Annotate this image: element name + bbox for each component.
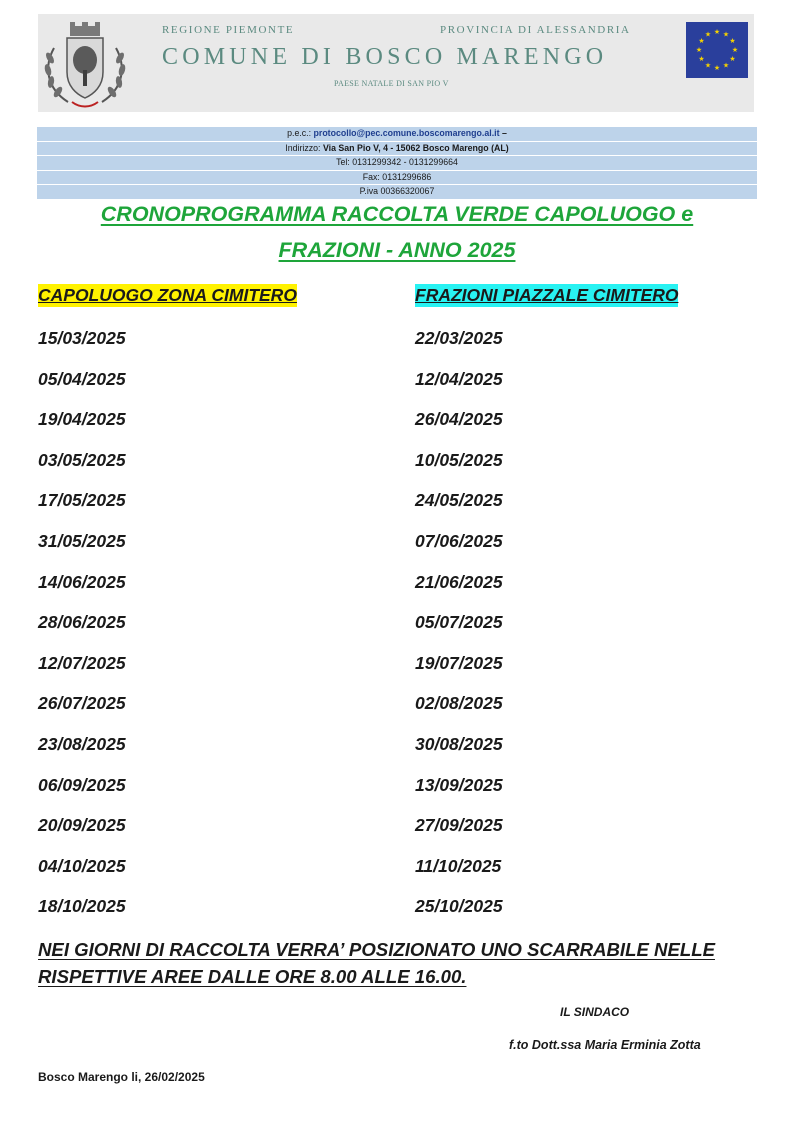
frazioni-date: 12/04/2025	[415, 368, 503, 389]
letterhead	[38, 14, 754, 112]
frazioni-date: 02/08/2025	[415, 693, 503, 714]
pec-row	[37, 127, 757, 142]
capoluogo-date: 05/04/2025	[38, 368, 126, 389]
svg-text:★: ★	[704, 30, 712, 39]
tel-row: Tel: 0131299342 - 0131299664	[37, 156, 757, 171]
capoluogo-column-header: CAPOLUOGO ZONA CIMITERO	[38, 285, 297, 305]
document-title-line-1: CRONOPROGRAMMA RACCOLTA VERDE CAPOLUOGO e	[100, 202, 694, 226]
municipal-crest-icon	[40, 18, 130, 110]
pec-label: p.e.c.:	[287, 128, 314, 138]
capoluogo-date: 28/06/2025	[38, 612, 126, 633]
frazioni-date: 05/07/2025	[415, 612, 503, 633]
eu-flag-icon	[686, 22, 748, 78]
frazioni-date: 25/10/2025	[415, 896, 503, 917]
frazioni-date: 10/05/2025	[415, 449, 503, 470]
signature-name: f.to Dott.ssa Maria Erminia Zotta	[509, 1038, 701, 1052]
frazioni-date: 22/03/2025	[415, 328, 503, 348]
frazioni-date: 11/10/2025	[415, 855, 502, 876]
svg-text:★: ★	[722, 61, 730, 70]
capoluogo-date: 31/05/2025	[38, 530, 126, 551]
collection-notice: NEI GIORNI DI RACCOLTA VERRA’ POSIZIONATO UNO SCARRABILE NELLE RISPETTIVE AREE DALLE ORE 8.00 ALLE 16.00.	[38, 939, 715, 987]
frazioni-date: 27/09/2025	[415, 815, 503, 836]
frazioni-date: 24/05/2025	[415, 490, 503, 511]
contact-info	[37, 127, 757, 200]
capoluogo-date: 19/04/2025	[38, 409, 126, 430]
frazioni-date: 30/08/2025	[415, 733, 503, 754]
capoluogo-date: 03/05/2025	[38, 449, 126, 470]
capoluogo-date: 17/05/2025	[38, 490, 126, 511]
document-title-line-2: FRAZIONI - ANNO 2025	[278, 238, 516, 262]
province-label: PROVINCIA DI ALESSANDRIA	[440, 24, 631, 36]
address-value: Via San Pio V, 4 - 15062 Bosco Marengo (AL)	[322, 142, 509, 153]
capoluogo-date-list	[38, 327, 126, 936]
fax-row: Fax: 0131299686	[37, 171, 757, 186]
capoluogo-date: 18/10/2025	[38, 896, 126, 917]
capoluogo-date: 20/09/2025	[38, 815, 126, 836]
capoluogo-date: 12/07/2025	[38, 652, 126, 673]
region-label: REGIONE PIEMONTE	[162, 24, 295, 36]
frazioni-date: 19/07/2025	[415, 652, 503, 673]
frazioni-date-list	[415, 327, 503, 936]
capoluogo-date: 15/03/2025	[38, 328, 126, 348]
svg-text:★: ★	[722, 30, 730, 39]
capoluogo-date: 26/07/2025	[38, 693, 126, 714]
comune-tagline: PAESE NATALE DI SAN PIO V	[334, 79, 449, 88]
frazioni-date: 13/09/2025	[415, 774, 503, 795]
frazioni-date: 07/06/2025	[415, 530, 503, 551]
address-label: Indirizzo:	[285, 142, 323, 153]
svg-text:★: ★	[729, 37, 736, 45]
capoluogo-date: 14/06/2025	[38, 571, 126, 592]
svg-text:★: ★	[729, 55, 736, 63]
piva-row: P.iva 00366320067	[37, 185, 757, 200]
frazioni-date: 21/06/2025	[415, 571, 503, 592]
svg-text:★: ★	[713, 64, 721, 72]
capoluogo-date: 04/10/2025	[38, 855, 126, 876]
svg-text:★: ★	[698, 37, 705, 45]
address-row	[37, 142, 757, 157]
svg-text:★: ★	[698, 55, 705, 63]
svg-text:★: ★	[695, 46, 703, 54]
pec-suffix: –	[499, 128, 507, 138]
place-and-date: Bosco Marengo li, 26/02/2025	[38, 1070, 205, 1084]
capoluogo-date: 06/09/2025	[38, 774, 126, 795]
frazioni-column-header: FRAZIONI PIAZZALE CIMITERO	[415, 285, 679, 305]
pec-email-link[interactable]: protocollo@pec.comune.boscomarengo.al.it	[313, 128, 500, 138]
svg-text:★: ★	[704, 61, 712, 70]
svg-text:★: ★	[731, 46, 739, 54]
signature-title: IL SINDACO	[560, 1005, 630, 1019]
svg-text:★: ★	[713, 28, 721, 36]
capoluogo-date: 23/08/2025	[38, 733, 126, 754]
frazioni-date: 26/04/2025	[415, 409, 503, 430]
comune-title: COMUNE DI BOSCO MARENGO	[162, 44, 608, 70]
